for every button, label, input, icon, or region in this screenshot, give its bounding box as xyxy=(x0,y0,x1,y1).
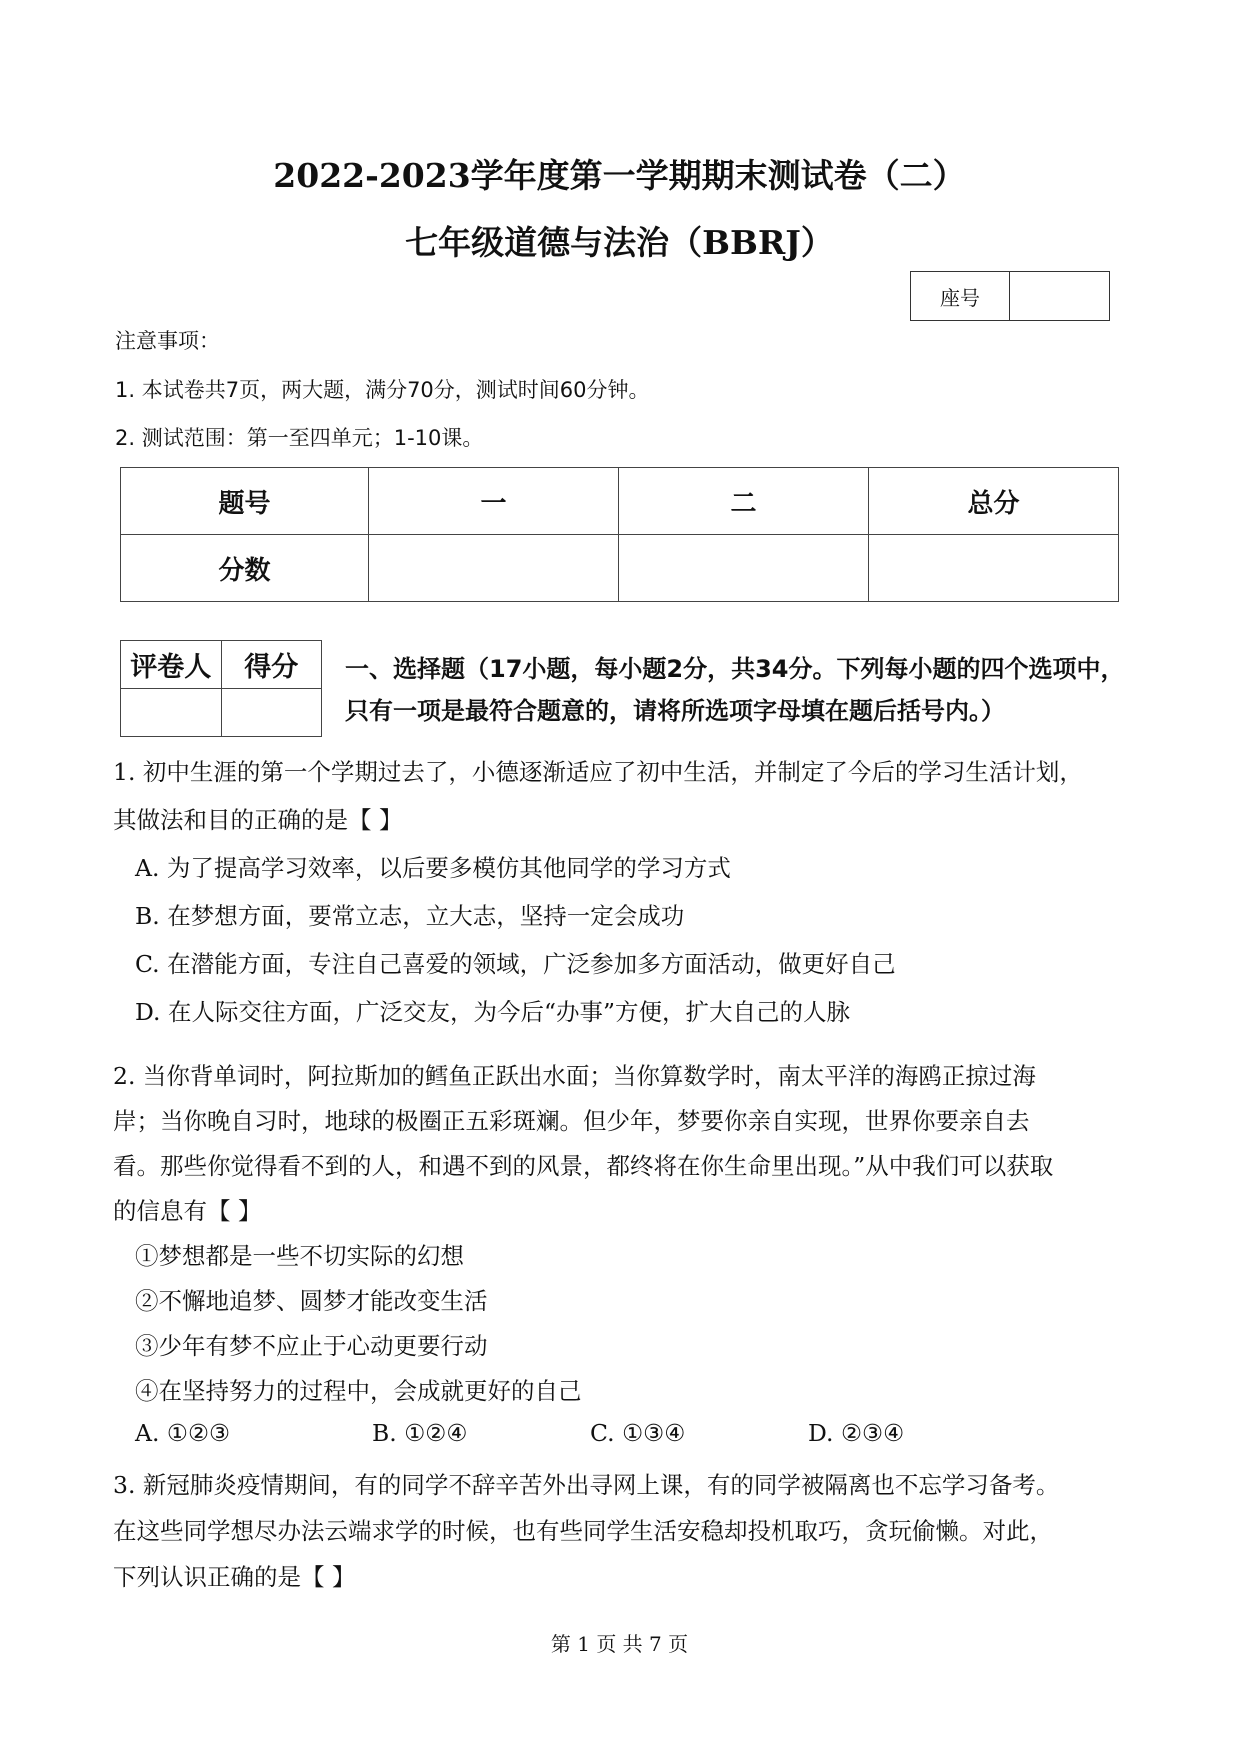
question-1-option: A. 为了提高学习效率，以后要多模仿其他同学的学习方式 xyxy=(135,854,731,882)
question-2-choice: B. ①②④ xyxy=(372,1419,468,1447)
score-value-cell[interactable] xyxy=(869,535,1119,602)
score-header-cell: 总分 xyxy=(869,468,1119,535)
score-value-cell[interactable] xyxy=(619,535,869,602)
grader-header-cell: 评卷人 xyxy=(121,641,222,689)
exam-subtitle: 七年级道德与法治（BBRJ） xyxy=(405,223,834,262)
score-header-cell: 题号 xyxy=(121,468,369,535)
section-heading-line: 只有一项是最符合题意的，请将所选项字母填在题后括号内。） xyxy=(345,697,1005,725)
question-2-stem: 岸；当你晚自习时，地球的极圈正五彩斑斓。但少年，梦要你亲自实现，世界你要亲自去 xyxy=(113,1107,1030,1135)
question-1-stem: 其做法和目的正确的是【 】 xyxy=(113,806,403,834)
score-value-cell[interactable] xyxy=(369,535,619,602)
question-3-stem: 3. 新冠肺炎疫情期间，有的同学不辞辛苦外出寻网上课，有的同学被隔离也不忘学习备考。 xyxy=(113,1471,1060,1499)
question-2-statement: ②不懈地追梦、圆梦才能改变生活 xyxy=(135,1287,488,1315)
question-2-statement: ①梦想都是一些不切实际的幻想 xyxy=(135,1242,464,1270)
notes-heading: 注意事项： xyxy=(115,329,220,353)
score-header-cell: 二 xyxy=(619,468,869,535)
question-2-statement: ③少年有梦不应止于心动更要行动 xyxy=(135,1332,488,1360)
grader-header-cell: 得分 xyxy=(221,641,322,689)
note-item: 1. 本试卷共7页，两大题，满分70分，测试时间60分钟。 xyxy=(115,378,650,402)
question-2-stem: 2. 当你背单词时，阿拉斯加的鳕鱼正跃出水面；当你算数学时，南太平洋的海鸥正掠过海 xyxy=(113,1062,1036,1090)
question-1-stem: 1. 初中生涯的第一个学期过去了，小德逐渐适应了初中生活，并制定了今后的学习生活计划， xyxy=(113,758,1083,786)
note-item: 2. 测试范围：第一至四单元；1-10课。 xyxy=(115,426,484,450)
page-footer: 第 1 页 共 7 页 xyxy=(550,1632,689,1656)
section-heading-line: 一、选择题（17小题，每小题2分，共34分。下列每小题的四个选项中， xyxy=(345,655,1125,683)
exam-title: 2022-2023学年度第一学期期末测试卷（二） xyxy=(273,156,966,195)
question-2-choice: D. ②③④ xyxy=(808,1419,905,1447)
question-3-stem: 下列认识正确的是【 】 xyxy=(113,1563,356,1591)
grader-value-cell[interactable] xyxy=(121,689,222,737)
score-table-value-row xyxy=(121,535,1119,602)
score-table-header-row xyxy=(121,468,1119,535)
seat-value-cell[interactable] xyxy=(1010,272,1109,320)
question-2-choice: A. ①②③ xyxy=(135,1419,231,1447)
question-3-stem: 在这些同学想尽办法云端求学的时候，也有些同学生活安稳却投机取巧，贪玩偷懒。对此， xyxy=(113,1517,1053,1545)
question-2-stem: 看。那些你觉得看不到的人，和遇不到的风景，都终将在你生命里出现。”从中我们可以获取 xyxy=(113,1152,1054,1180)
seat-label: 座号 xyxy=(911,272,1010,320)
grader-value-cell[interactable] xyxy=(221,689,322,737)
question-1-option: D. 在人际交往方面，广泛交友，为今后“办事”方便，扩大自己的人脉 xyxy=(135,998,850,1026)
question-1-option: C. 在潜能方面，专注自己喜爱的领域，广泛参加多方面活动，做更好自己 xyxy=(135,950,896,978)
score-header-cell: 一 xyxy=(369,468,619,535)
seat-number-box xyxy=(910,271,1110,321)
score-row-label: 分数 xyxy=(121,535,369,602)
grader-table xyxy=(120,640,322,737)
question-2-choice: C. ①③④ xyxy=(590,1419,686,1447)
score-table xyxy=(120,467,1119,602)
question-1-option: B. 在梦想方面，要常立志，立大志，坚持一定会成功 xyxy=(135,902,685,930)
question-2-statement: ④在坚持努力的过程中，会成就更好的自己 xyxy=(135,1377,582,1405)
question-2-stem: 的信息有【 】 xyxy=(113,1197,262,1225)
